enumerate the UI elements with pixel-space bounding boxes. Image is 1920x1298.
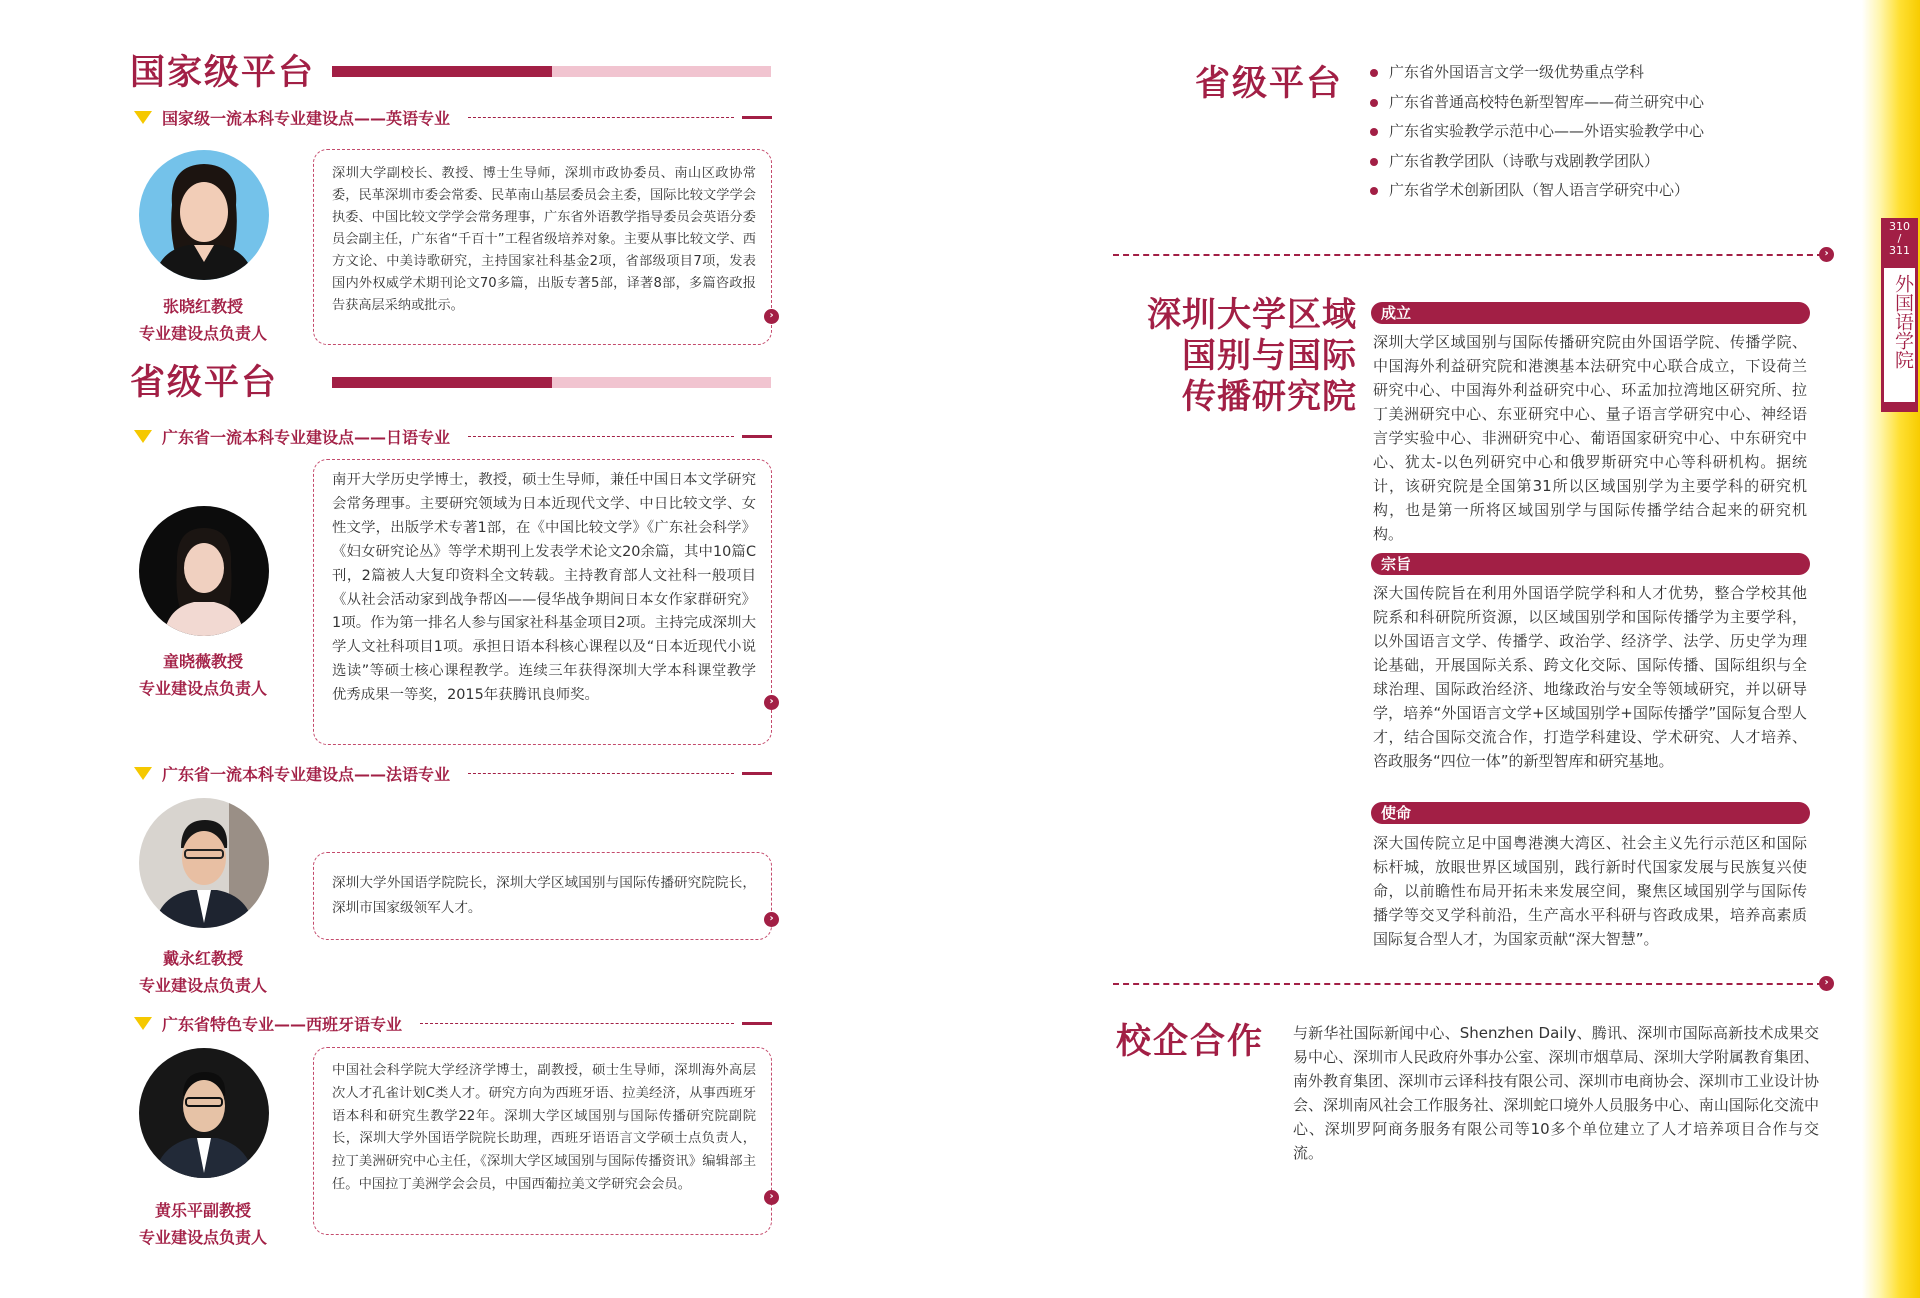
person-caption-tong (103, 648, 303, 702)
list-item: 广东省教学团队（诗歌与戏剧教学团队） (1369, 147, 1704, 177)
institute-founded-text: 深圳大学区域国别与国际传播研究院由外国语学院、传播学院、中国海外利益研究院和港澳基本法研究中心联合成立，下设荷兰研究中心、中国海外利益研究中心、环孟加拉湾地区研究所、拉丁美洲研究中心、东亚研究中心、量子语言学研究中心、神经语言学实验中心、非洲研究中心、葡语国家研究中心、中东研究中心、犹太-以色列研究中心和俄罗斯研究中心等科研机构。据统计，该研究院是全国第31所以区域国别学为主要学科的研究机构，也是第一所将区域国别学与国际传播学结合起来的研究机构。 (1373, 333, 1807, 543)
provincial-platform-title-right: 省级平台 (1195, 64, 1344, 104)
person-name: 黄乐平副教授 (154, 1201, 251, 1220)
triangle-marker-icon (134, 1017, 152, 1030)
person-name: 张晓红教授 (162, 297, 243, 316)
triangle-marker-icon (134, 767, 152, 780)
avatar-tong (139, 506, 269, 636)
avatar-huang (139, 1048, 269, 1178)
arrow-right-icon: › (1819, 976, 1834, 991)
arrow-right-icon: › (1819, 247, 1834, 262)
list-item: 广东省学术创新团队（智人语言学研究中心） (1369, 176, 1704, 206)
person-name: 戴永红教授 (162, 949, 243, 968)
institute-mission-text: 深大国传院立足中国粤港澳大湾区、社会主义先行示范区和国际标杆城，放眼世界区域国别，践行新时代国家发展与民族复兴使命，以前瞻性布局开拓未来发展空间，聚焦区域国别学与国际传播学等交叉学科前沿，生产高水平科研与咨政成果，培养高素质国际复合型人才，为国家贡献“深大智慧”。 (1373, 834, 1807, 948)
section-label-purpose: 宗旨 (1371, 553, 1810, 575)
national-platform-title: 国家级平台 (130, 53, 316, 93)
bio-box-huang: 中国社会科学院大学经济学博士，副教授，硕士生导师，深圳海外高层次人才孔雀计划C类人才。研究方向为西班牙语、拉美经济，从事西班牙语本科和研究生教学22年。深圳大学区域国别与国际传播研究院副院长，深圳大学外国语学院院长助理，西班牙语语言文学硕士点负责人，拉丁美洲研究中心主任，《深圳大学区域国别与国际传播资讯》编辑部主任。中国拉丁美洲学会会员，中国西葡拉美文学研究会会员。 (313, 1047, 772, 1235)
section-label-mission: 使命 (1371, 802, 1810, 824)
title-bar-national (332, 66, 771, 77)
triangle-marker-icon (134, 430, 152, 443)
bio-box-zhang: 深圳大学副校长、教授、博士生导师，深圳市政协委员、南山区政协常委，民革深圳市委会常委、民革南山基层委员会主委，国际比较文学学会执委、中国比较文学学会常务理事，广东省外语教学指导委员会英语分委员会副主任，广东省“千百十”工程省级培养对象。主要从事比较文学、西方文论、中美诗歌研究，主持国家社科基金2项，省部级项目7项，发表国内外权威学术期刊论文70多篇，出版专著5部，译著8部，多篇咨政报告获高层采纳或批示。 (313, 149, 772, 345)
person-role: 专业建设点负责人 (138, 324, 267, 343)
arrow-right-icon: › (764, 309, 779, 324)
section-tab-label: 外国语学院 (1892, 274, 1914, 369)
section-tab-label-box (1884, 268, 1915, 402)
section-label-founded: 成立 (1371, 302, 1810, 324)
person-caption-zhang (103, 293, 303, 347)
section-divider (1113, 983, 1823, 985)
person-caption-dai (103, 945, 303, 999)
cooperation-title: 校企合作 (1116, 1022, 1265, 1062)
person-caption-huang (103, 1197, 303, 1251)
page-number-separator: / (1897, 232, 1902, 245)
arrow-right-icon: › (764, 1190, 779, 1205)
triangle-marker-icon (134, 111, 152, 124)
person-role: 专业建设点负责人 (138, 679, 267, 698)
section-divider (1113, 254, 1823, 256)
list-item: 广东省普通高校特色新型智库——荷兰研究中心 (1369, 88, 1704, 118)
subheading-english: 国家级一流本科专业建设点——英语专业 (134, 106, 772, 128)
institute-title: 深圳大学区域 国别与国际 传播研究院 (1147, 295, 1357, 417)
page-tab (1881, 218, 1918, 412)
bio-box-dai: 深圳大学外国语学院院长，深圳大学区域国别与国际传播研究院院长，深圳市国家级领军人才。 (313, 852, 772, 940)
subheading-spanish: 广东省特色专业——西班牙语专业 (134, 1012, 772, 1034)
person-role: 专业建设点负责人 (138, 976, 267, 995)
cooperation-text: 与新华社国际新闻中心、Shenzhen Daily、腾讯、深圳市国际高新技术成果交易中心、深圳市人民政府外事办公室、深圳市烟草局、深圳大学附属教育集团、南外教育集团、深圳市云译科技有限公司、深圳市电商协会、深圳市工业设计协会、深圳南风社会工作服务社、深圳蛇口境外人员服务中心、南山国际化交流中心、深圳罗阿商务服务有限公司等10多个单位建立了人才培养项目合作与交流。 (1293, 1024, 1819, 1162)
side-decor-strip (1862, 0, 1920, 1298)
avatar-zhang (139, 150, 269, 280)
subheading-french: 广东省一流本科专业建设点——法语专业 (134, 762, 772, 784)
avatar-dai (139, 798, 269, 928)
subheading-japanese: 广东省一流本科专业建设点——日语专业 (134, 425, 772, 447)
person-name: 童晓薇教授 (162, 652, 243, 671)
page-number-left: 310 (1889, 220, 1910, 233)
arrow-right-icon: › (764, 695, 779, 710)
bio-box-tong: 南开大学历史学博士，教授，硕士生导师，兼任中国日本文学研究会常务理事。主要研究领域为日本近现代文学、中日比较文学、女性文学，出版学术专著1部，在《中国比较文学》《广东社会科学》《妇女研究论丛》等学术期刊上发表学术论文20余篇，其中10篇C刊，2篇被人大复印资料全文转载。主持教育部人文社科一般项目《从社会活动家到战争帮凶——侵华战争期间日本女作家群研究》1项。作为第一排名人参与国家社科基金项目2项。主持完成深圳大学人文社科项目1项。承担日语本科核心课程以及“日本近现代小说选读”等硕士核心课程教学。连续三年获得深圳大学本科课堂教学优秀成果一等奖，2015年获腾讯良师奖。 (313, 459, 772, 745)
arrow-right-icon: › (764, 912, 779, 927)
list-item: 广东省实验教学示范中心——外语实验教学中心 (1369, 117, 1704, 147)
institute-purpose-text: 深大国传院旨在利用外国语学院学科和人才优势，整合学校其他院系和科研院所资源，以区域国别学和国际传播学为主要学科，以外国语言文学、传播学、政治学、经济学、法学、历史学为理论基础，开展国际关系、跨文化交际、国际传播、国际组织与全球治理、国际政治经济、地缘政治与安全等领域研究，并以研导学，培养“外国语言文学+区域国别学+国际传播学”国际复合型人才，结合国际交流合作，打造学科建设、学术研究、人才培养、咨政服务“四位一体”的新型智库和研究基地。 (1373, 584, 1807, 770)
title-bar-provincial (332, 377, 771, 388)
provincial-platform-list (1369, 58, 1704, 206)
list-item: 广东省外国语言文学一级优势重点学科 (1369, 58, 1704, 88)
page-number-right: 311 (1889, 244, 1910, 257)
person-role: 专业建设点负责人 (138, 1228, 267, 1247)
provincial-platform-title-left: 省级平台 (130, 363, 279, 403)
